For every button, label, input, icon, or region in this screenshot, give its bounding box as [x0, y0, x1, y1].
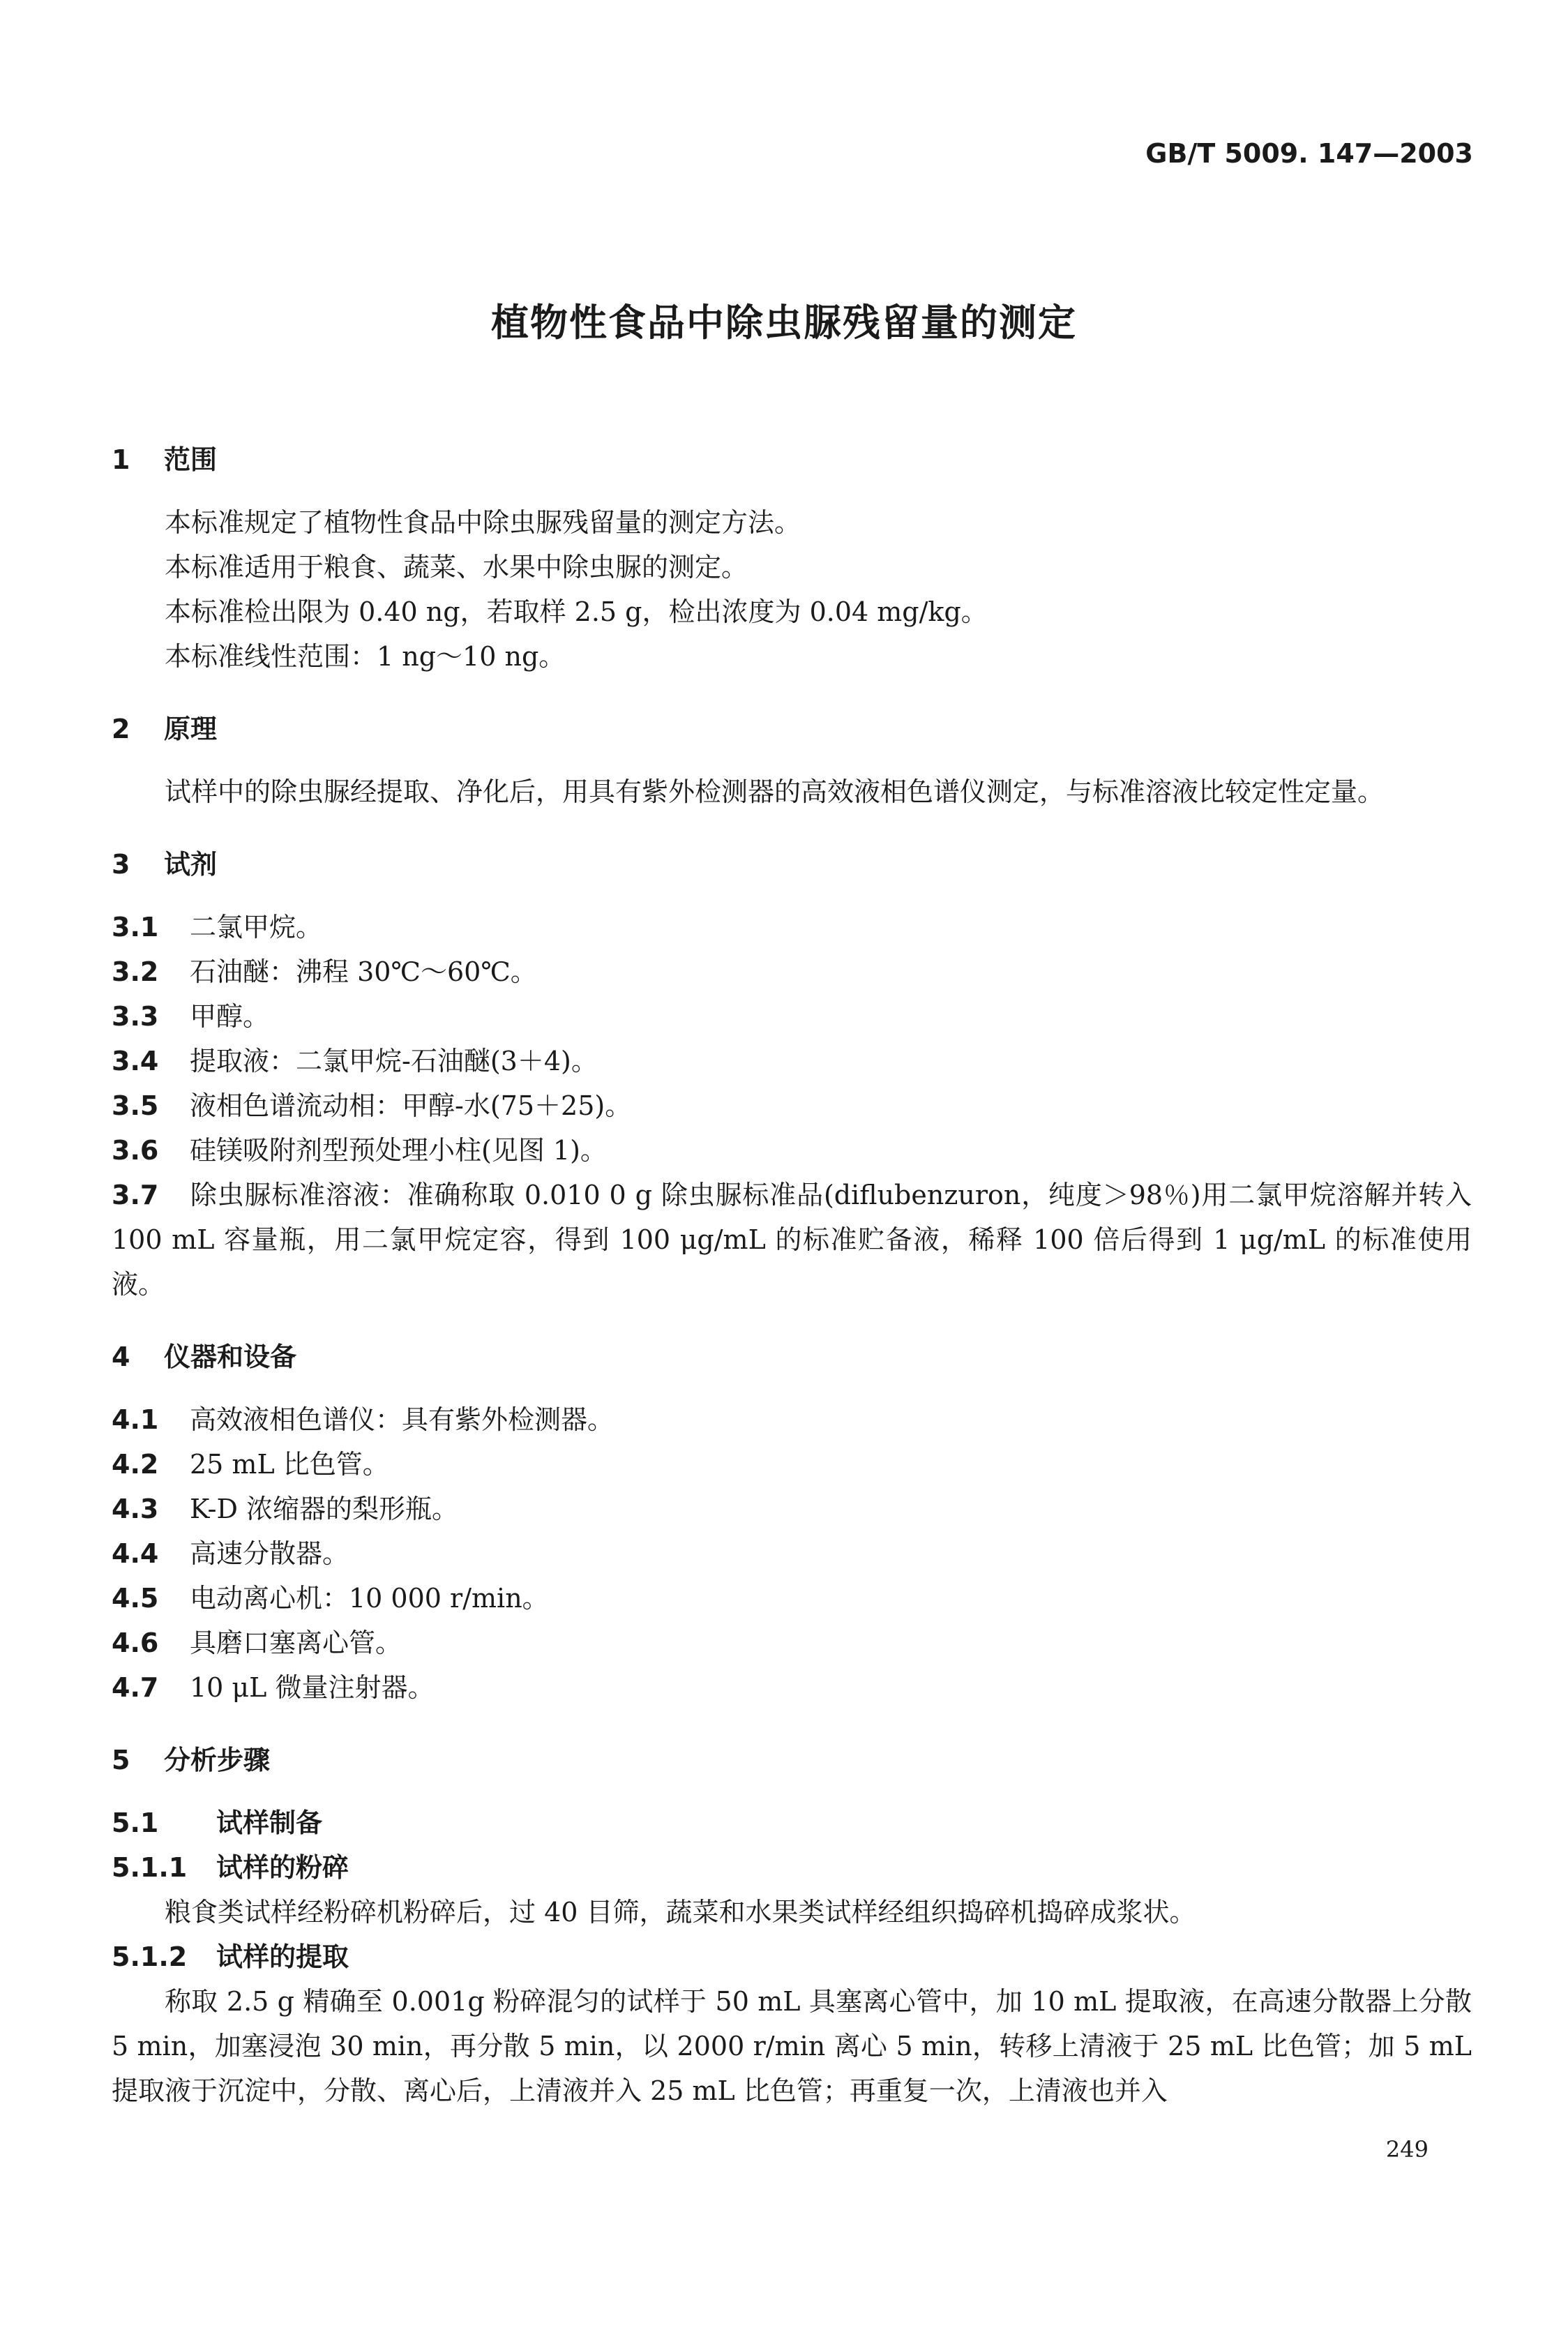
item-text: 硅镁吸附剂型预处理小柱(见图 1)。 [190, 1135, 607, 1166]
section-number: 1 [112, 444, 130, 475]
item-number: 4.6 [112, 1628, 159, 1658]
section-title: 仪器和设备 [164, 1342, 297, 1372]
item-number: 4.1 [112, 1404, 159, 1435]
subsection-number: 5.1.1 [112, 1852, 188, 1883]
item-text: 甲醇。 [190, 1001, 270, 1032]
list-item [112, 1128, 1472, 1173]
list-item [112, 1397, 1472, 1442]
item-number: 4.2 [112, 1449, 159, 1480]
item-number: 4.3 [112, 1494, 159, 1524]
item-number: 3.3 [112, 1001, 159, 1032]
list-item [112, 1621, 1472, 1665]
item-text: 电动离心机：10 000 r/min。 [190, 1583, 549, 1614]
section-number: 4 [112, 1342, 130, 1372]
list-item [112, 1083, 1472, 1128]
section-number: 5 [112, 1745, 130, 1775]
list-item [112, 949, 1472, 994]
page-number: 249 [1385, 2136, 1428, 2163]
subsection-title: 试样的提取 [216, 1941, 349, 1972]
subsection-heading-5-1 [112, 1801, 1472, 1845]
list-item [112, 1531, 1472, 1576]
document-body [112, 422, 1472, 2113]
paragraph: 本标准线性范围：1 ng～10 ng。 [165, 641, 566, 672]
list-item [112, 905, 1472, 949]
list-item [112, 1039, 1472, 1083]
section-heading-1 [112, 437, 1472, 482]
item-text: 10 μL 微量注射器。 [190, 1672, 435, 1703]
item-number: 4.4 [112, 1538, 159, 1569]
section-heading-4 [112, 1335, 1472, 1379]
item-text: 高效液相色谱仪：具有紫外检测器。 [190, 1404, 615, 1435]
item-number: 3.2 [112, 956, 159, 987]
paragraph: 粮食类试样经粉碎机粉碎后，过 40 目筛，蔬菜和水果类试样经组织捣碎机捣碎成浆状。 [165, 1897, 1196, 1928]
list-item [112, 1442, 1472, 1487]
item-number: 4.5 [112, 1583, 159, 1614]
section-number: 3 [112, 849, 130, 880]
list-item [112, 1576, 1472, 1621]
section-heading-2 [112, 707, 1472, 751]
paragraph: 本标准检出限为 0.40 ng，若取样 2.5 g，检出浓度为 0.04 mg/kg。 [165, 596, 988, 627]
list-item [112, 994, 1472, 1039]
section-title: 分析步骤 [164, 1745, 271, 1775]
item-text: 提取液：二氯甲烷-石油醚(3＋4)。 [190, 1046, 598, 1076]
item-text: 具磨口塞离心管。 [190, 1628, 402, 1658]
paragraph: 称取 2.5 g 精确至 0.001g 粉碎混匀的试样于 50 mL 具塞离心管中，加 10 mL 提取液，在高速分散器上分散 5 min，加塞浸泡 30 min，再分散 5 min，以 2000 r/min 离心 5 min，转移上清液于 25 mL 比色管；加 5 mL 提取液于沉淀中，分散、离心后，上清液并入 25 mL 比色管；再重复一次，上清液也并入 [112, 1986, 1472, 2106]
section-title: 试剂 [164, 849, 218, 880]
item-text: 25 mL 比色管。 [190, 1449, 389, 1480]
subsection-title: 试样的粉碎 [216, 1852, 349, 1883]
item-text: K-D 浓缩器的梨形瓶。 [190, 1494, 459, 1524]
subsection-heading-5-1-2 [112, 1934, 1472, 1979]
standard-number: GB/T 5009. 147—2003 [1145, 138, 1473, 169]
section-heading-5 [112, 1738, 1472, 1782]
item-number: 3.1 [112, 912, 159, 942]
item-number: 4.7 [112, 1672, 159, 1703]
list-item [112, 1487, 1472, 1531]
document-title: 植物性食品中除虫脲残留量的测定 [491, 301, 1077, 345]
paragraph: 本标准规定了植物性食品中除虫脲残留量的测定方法。 [165, 507, 801, 538]
subsection-number: 5.1.2 [112, 1941, 188, 1972]
section-title: 原理 [164, 714, 218, 744]
item-number: 3.4 [112, 1046, 159, 1076]
section-number: 2 [112, 714, 130, 744]
item-text: 二氯甲烷。 [190, 912, 323, 942]
list-item [112, 1173, 1472, 1307]
item-number: 3.5 [112, 1090, 159, 1121]
item-number: 3.7 [112, 1180, 159, 1210]
item-text: 高速分散器。 [190, 1538, 349, 1569]
item-number: 3.6 [112, 1135, 159, 1166]
item-text: 石油醚：沸程 30℃～60℃。 [190, 956, 537, 987]
subsection-title: 试样制备 [216, 1808, 323, 1838]
list-item [112, 1665, 1472, 1710]
section-heading-3 [112, 842, 1472, 887]
section-title: 范围 [164, 444, 218, 475]
item-text: 液相色谱流动相：甲醇-水(75＋25)。 [190, 1090, 632, 1121]
paragraph: 本标准适用于粮食、蔬菜、水果中除虫脲的测定。 [165, 552, 748, 583]
subsection-number: 5.1 [112, 1808, 159, 1838]
paragraph: 试样中的除虫脲经提取、净化后，用具有紫外检测器的高效液相色谱仪测定，与标准溶液比较定性定量。 [165, 776, 1385, 807]
item-text: 除虫脲标准溶液：准确称取 0.010 0 g 除虫脲标准品(diflubenzuron，纯度＞98％)用二氯甲烷溶解并转入 100 mL 容量瓶，用二氯甲烷定容，得到 100 μg/mL 的标准贮备液，稀释 100 倍后得到 1 μg/mL 的标准使用液。 [112, 1180, 1472, 1300]
subsection-heading-5-1-1 [112, 1845, 1472, 1890]
